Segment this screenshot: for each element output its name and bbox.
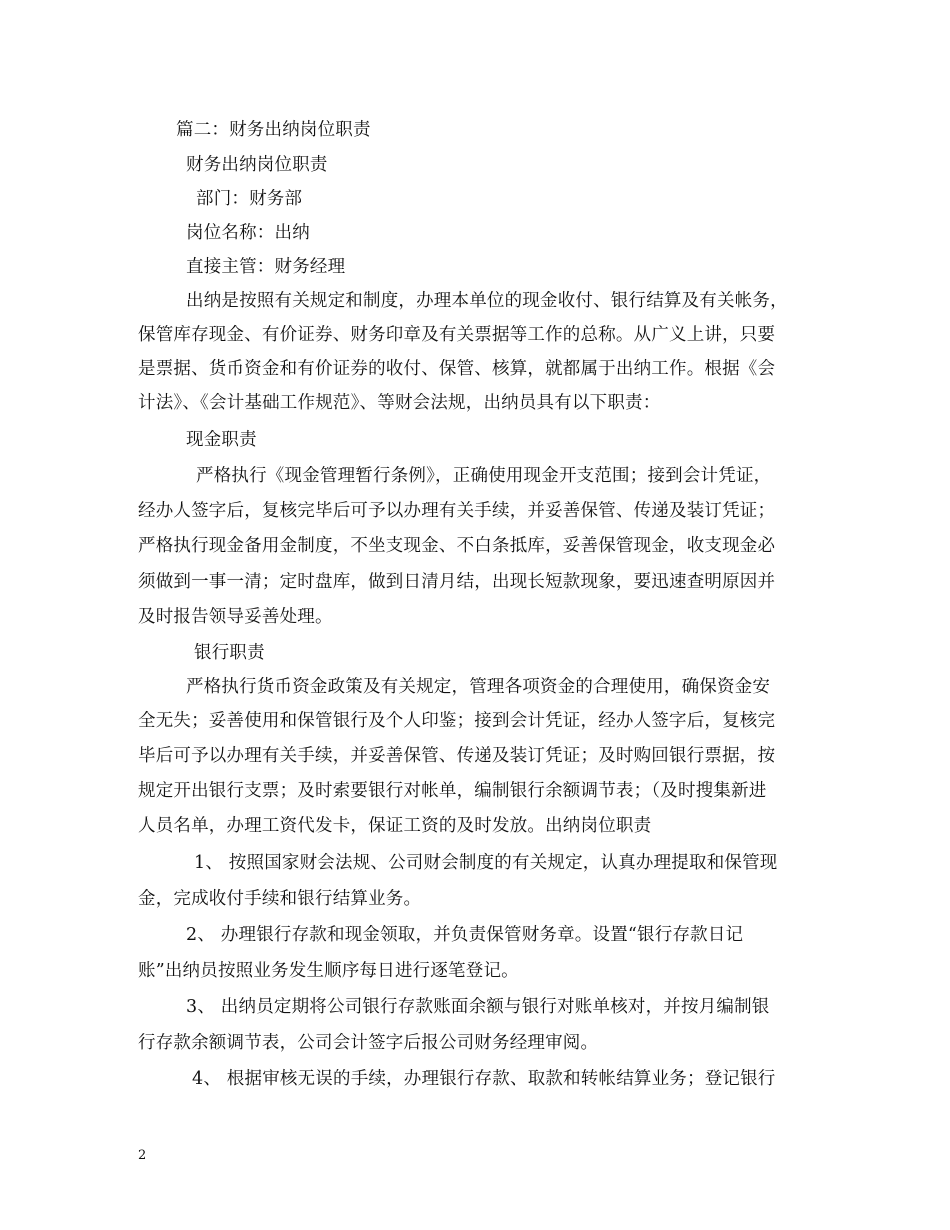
intro-paragraph-line: 计法》、《会计基础工作规范》、等财会法规，出纳员具有以下职责： [138, 393, 661, 413]
cash-duties-paragraph-line: 严格执行《现金管理暂行条例》，正确使用现金开支范围；接到会计凭证， [196, 466, 772, 486]
bank-duties-paragraph-line: 毕后可予以办理有关手续，并妥善保管、传递及装订凭证；及时购回银行票据，按 [138, 746, 776, 766]
cash-duties-paragraph-line: 严格执行现金备用金制度，不坐支现金、不白条抵库，妥善保管现金，收支现金必 [138, 536, 776, 556]
numbered-duty-4-line: 4、 根据审核无误的手续，办理银行存款、取款和转帐结算业务；登记银行 [192, 1069, 776, 1089]
direct-supervisor-line: 直接主管：财务经理 [186, 257, 346, 277]
bank-duties-paragraph-line: 规定开出银行支票；及时索要银行对帐单，编制银行余额调节表；（及时搜集新进 [138, 781, 767, 801]
numbered-duty-1-line: 1、 按照国家财会法规、公司财会制度的有关规定，认真办理提取和保管现 [194, 853, 778, 873]
cash-duties-paragraph-line: 及时报告领导妥善处理。 [138, 607, 333, 627]
intro-paragraph-line: 是票据、货币资金和有价证券的收付、保管、核算，就都属于出纳工作。根据《会 [138, 359, 776, 379]
article-heading: 篇二：财务出纳岗位职责 [176, 120, 371, 140]
numbered-duty-2-line: 2、 办理银行存款和现金领取，并负责保管财务章。设置“银行存款日记 [186, 925, 744, 945]
numbered-duty-1-line: 金，完成收付手续和银行结算业务。 [138, 889, 422, 909]
cash-duties-heading: 现金职责 [186, 430, 257, 450]
bank-duties-paragraph-line: 人员名单，办理工资代发卡，保证工资的及时发放。出纳岗位职责 [138, 816, 652, 836]
document-title: 财务出纳岗位职责 [186, 155, 328, 175]
department-line: 部门：财务部 [196, 189, 303, 209]
position-name-line: 岗位名称：出纳 [186, 223, 310, 243]
bank-duties-paragraph-line: 全无失；妥善使用和保管银行及个人印鉴；接到会计凭证，经办人签字后，复核完 [138, 711, 776, 731]
bank-duties-heading: 银行职责 [194, 643, 265, 663]
intro-paragraph-line: 保管库存现金、有价证券、财务印章及有关票据等工作的总称。从广义上讲，只要 [138, 325, 776, 345]
numbered-duty-3-line: 行存款余额调节表，公司会计签字后报公司财务经理审阅。 [138, 1033, 599, 1053]
page-number: 2 [138, 1148, 147, 1163]
numbered-duty-3-line: 3、 出纳员定期将公司银行存款账面余额与银行对账单核对，并按月编制银 [186, 997, 770, 1017]
intro-paragraph-line: 出纳是按照有关规定和制度，办理本单位的现金收付、银行结算及有关帐务， [186, 291, 788, 311]
numbered-duty-2-line: 账”出纳员按照业务发生顺序每日进行逐笔登记。 [138, 961, 519, 981]
cash-duties-paragraph-line: 经办人签字后，复核完毕后可予以办理有关手续，并妥善保管、传递及装订凭证； [138, 501, 776, 521]
bank-duties-paragraph-line: 严格执行货币资金政策及有关规定，管理各项资金的合理使用，确保资金安 [186, 677, 771, 697]
cash-duties-paragraph-line: 须做到一事一清；定时盘库，做到日清月结，出现长短款现象，要迅速查明原因并 [138, 572, 776, 592]
